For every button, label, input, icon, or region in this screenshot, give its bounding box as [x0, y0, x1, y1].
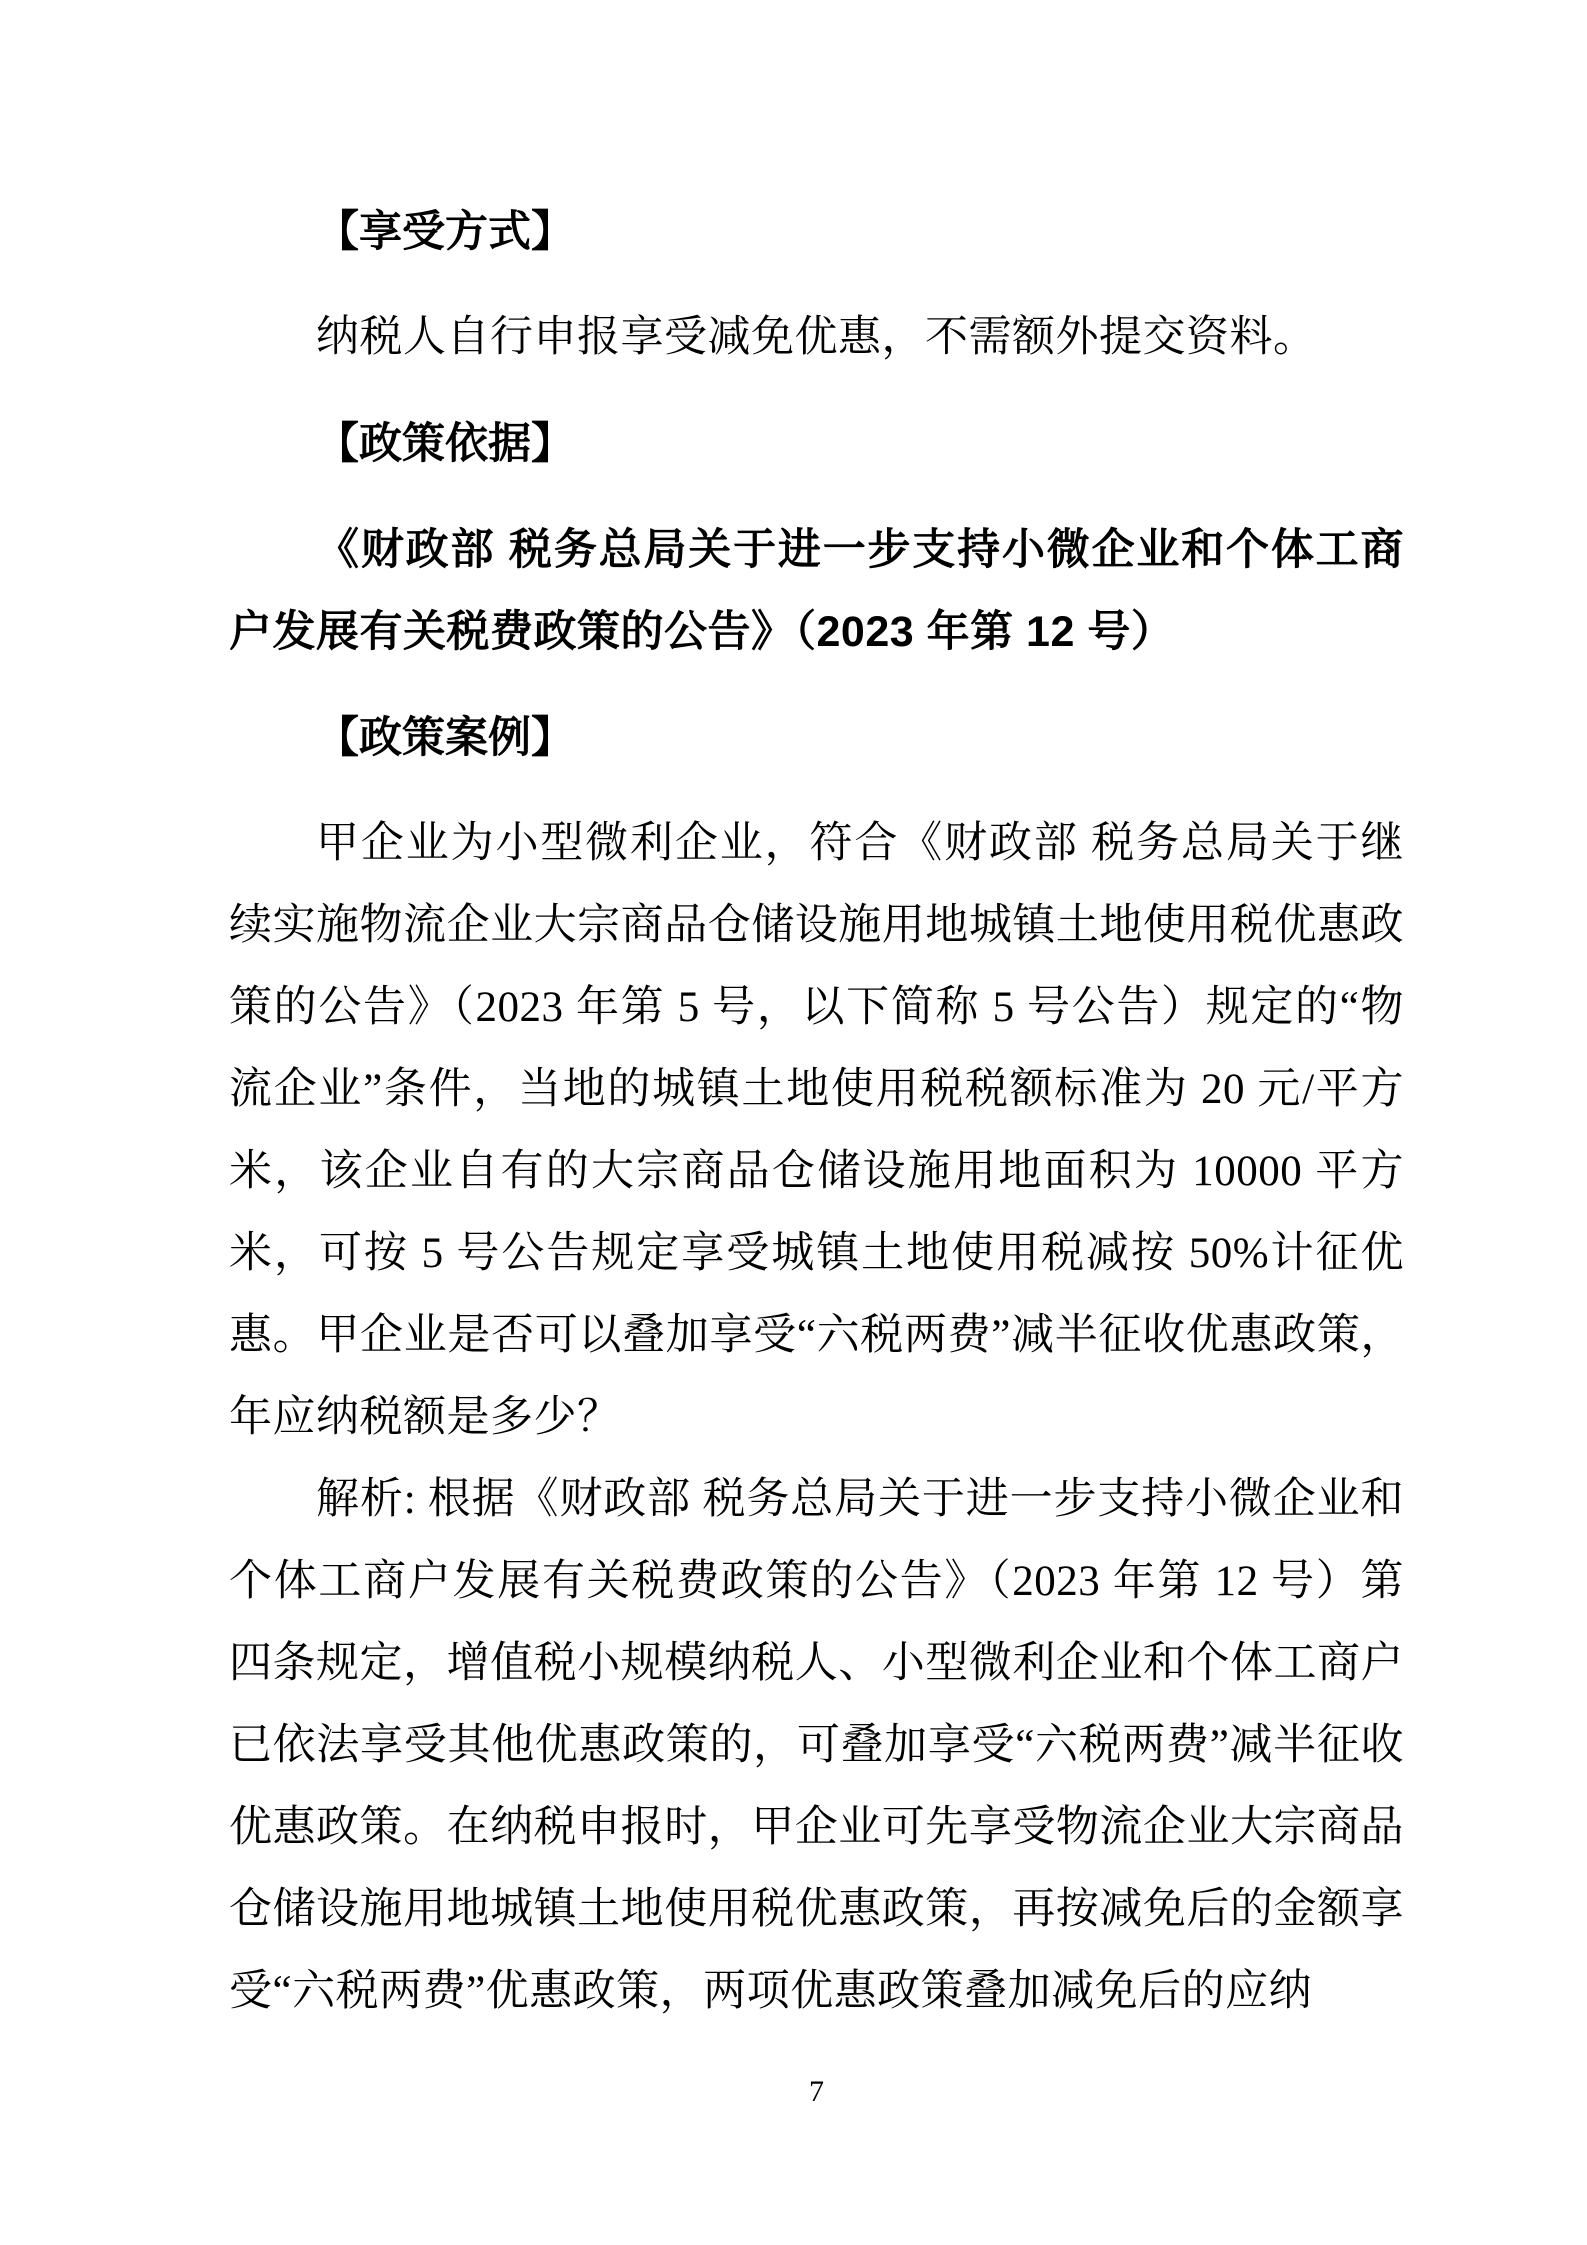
heading-policy-basis: 【政策依据】 — [316, 420, 574, 468]
page-number: 7 — [809, 2075, 824, 2108]
paragraph-policy-basis-citation: 《财政部 税务总局关于进一步支持小微企业和个体工商户发展有关税费政策的公告》（2023 年第 12 号） — [229, 526, 1404, 656]
heading-policy-case: 【政策案例】 — [316, 714, 574, 762]
heading-enjoy-method: 【享受方式】 — [316, 208, 574, 256]
page-content — [229, 191, 1404, 2033]
paragraph-enjoy-method: 纳税人自行申报享受减免优惠，不需额外提交资料。 — [316, 314, 1317, 361]
paragraph-case-analysis: 解析: 根据《财政部 税务总局关于进一步支持小微企业和个体工商户发展有关税费政策的公告》（2023 年第 12 号）第四条规定，增值税小规模纳税人、小型微利企业和个体工商户已依法享受其他优惠政策的，可叠加享受“六税两费”减半征收优惠政策。在纳税申报时，甲企业可先享受物流企业大宗商品仓储设施用地城镇土地使用税优惠政策，再按减免后的金额享受“六税两费”优惠政策，两项优惠政策叠加减免后的应纳 — [229, 1476, 1404, 2015]
paragraph-case-question: 甲企业为小型微利企业，符合《财政部 税务总局关于继续实施物流企业大宗商品仓储设施用地城镇土地使用税优惠政策的公告》（2023 年第 5 号，以下简称 5 号公告）规定的“物流企业”条件，当地的城镇土地使用税税额标准为 20 元/平方米，该企业自有的大宗商品仓储设施用地面积为 10000 平方米，可按 5 号公告规定享受城镇土地使用税减按 50%计征优惠。甲企业是否可以叠加享受“六税两费”减半征收优惠政策，年应纳税额是多少？ — [229, 820, 1404, 1441]
